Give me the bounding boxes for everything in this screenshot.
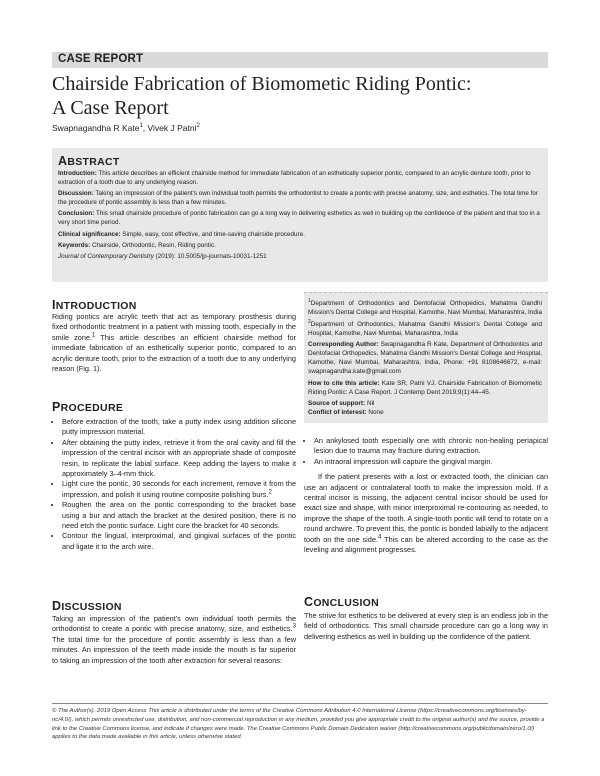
abstract-body — [58, 170, 544, 265]
procedure-step-2: • After obtaining the putty index, retrieve it from the oral cavity and fill the impression of the central incisor with an appropriate shade of composite resin, to replicate the labial surface. Keep adding the layers to make it approximately 3–4-mm thick. — [62, 438, 296, 480]
source-of-support: Source of support: Nil — [308, 400, 375, 407]
abstract-conclusion: Conclusion: This small chairside procedure of pontic fabrication can go a long way in delivering esthetics as well in building up the confidence of the patient and that too in a very short time period. — [58, 210, 540, 227]
affiliation-2: $^2$Department of Orthodontics, Mahatma Gandhi Mission's Dental College and Hospital, Kamothe, Navi Mumbai, Maharashtra, India — [308, 318, 542, 337]
footer-divider — [52, 703, 548, 704]
citation-ref: 4 — [377, 533, 382, 541]
how-to-cite: How to cite this article: Kate SR, Patni VJ. Chairside Fabrication of Biomometic Riding Pontic: A Case Report. J Contemp Dent 2019;9(1):44–45. — [308, 379, 542, 396]
author-list — [52, 123, 200, 133]
procedure-heading: PROCEDURE — [52, 400, 124, 414]
procedure-step-4: • Roughen the area on the pontic corresponding to the bracket base using a bur and attach the bracket at the desired position, there is no need etch the pontic surface. Light cure the bracket for 40 seconds. — [62, 500, 296, 531]
procedure-step-1: • Before extraction of the tooth, take a putty index using addition silicone putty impression material. — [62, 417, 296, 438]
journal-citation: Journal of Contemporary Dentistry (2019): 10.5005/jp-journals-10031-1251 — [58, 253, 267, 261]
article-title — [52, 72, 548, 120]
citation-ref: 1 — [92, 331, 96, 339]
procedure-step-3: • Light cure the pontic, 30 seconds for each increment, remove it from the impression, and polish it using routine composite polishing burs.$^2$ — [62, 479, 296, 500]
author-1-affiliation: 1 — [139, 123, 143, 130]
author-separator: , — [142, 123, 148, 133]
category-band — [52, 52, 548, 68]
conflict-of-interest: Conflict of interest: None — [308, 409, 384, 416]
author-2: Vivek J Patni — [147, 123, 197, 133]
discussion-continued — [304, 436, 548, 555]
abstract-heading: ABSTRACT — [58, 154, 120, 168]
affiliation-1: $^1$Department of Orthodontics and Dentofacial Orthopedics, Mahatma Gandhi Mission's Dental College and Hospital, Kamothe, Navi Mumbai, Maharashtra, India — [308, 297, 542, 316]
citation-ref: 3 — [292, 622, 296, 630]
abstract-introduction: Introduction: This article describes an efficient chairside method for immediate fabrication of an esthetically superior pontic, compared to an acrylic denture tooth, prior to extraction of a tooth due to any underlying reason. — [58, 170, 531, 186]
procedure-step-5: • Contour the lingual, interproximal, and gingival surfaces of the pontic and ligate it to the arch wire. — [62, 531, 296, 552]
author-2-affiliation: 2 — [196, 123, 200, 130]
procedure-list — [52, 417, 296, 552]
title-line-1: Chairside Fabrication of Biomometic Riding Pontic: — [52, 73, 472, 95]
conclusion-body: The strive for esthetics to be delivered at every step is an endless job in the field of orthodontics. This small chairside procedure can go a long way in delivering esthetics as well in building up the confidence of the patient. — [304, 611, 548, 641]
abstract-significance: Clinical significance: Simple, easy, cost effective, and time-saving chairside procedure. — [58, 230, 305, 238]
corresponding-author: Corresponding Author: Swapnagandha R Kate, Department of Orthodontics and Dentofacial Orthopedics, Mahatma Gandhi Mission's Dental College and Hospital, Kamothe, Navi Mumbai, Maharashtra, India, Phone: +91 8108646672, e-mail: swapnagandha.kate@gmail.com — [308, 341, 543, 375]
title-line-2: A Case Report — [52, 97, 169, 119]
citation-ref: 2 — [268, 488, 272, 496]
discussion-body: Taking an impression of the patient's own individual tooth permits the orthodontist to create a pontic with precise anatomy, size, and esthetics.$^3$ The total time for the procedure of pontic assembly is less than a few minutes. An impression of the teeth made inside the mouth is far superior to taking an impression of the tooth after extraction for several reasons: — [52, 614, 296, 665]
category-label: CASE REPORT — [58, 53, 144, 65]
abstract-keywords: Keywords: Chairside, Orthodontic, Resin, Riding pontic. — [58, 241, 216, 249]
affiliations-box — [304, 292, 548, 423]
author-1: Swapnagandha R Kate — [52, 123, 140, 133]
abstract-box — [52, 148, 548, 282]
reason-bullet-1: • An ankylosed tooth especially one with chronic non-healing periapical lesion due to trauma may fracture during extraction. — [314, 436, 548, 457]
introduction-heading: INTRODUCTION — [52, 298, 137, 312]
discussion-paragraph: If the patient presents with a lost or extracted tooth, the clinician can use an adjacent or contralateral tooth to make the impression mold. If a central incisor is missing, the adjacent central incisor should be used for exact size and shape, with minor interproximal re-contouring as needed, to improve the shape of the tooth. A single-tooth pontic will tend to rotate on a round archwire. To prevent this, the pontic is bonded labially to the adjacent tooth on the one side.$^4$ This can be altered according to the case as the leveling and alignment progresses. — [304, 472, 548, 555]
conclusion-heading: CONCLUSION — [304, 595, 380, 609]
discussion-heading: DISCUSSION — [52, 599, 122, 613]
introduction-body: Riding pontics are acrylic teeth that act as temporary prosthesis during fixed orthodontic treatment in a patient with missing tooth, especially in the smile zone.$^1$ This article describes an efficient chairside method for immediate fabrication of an esthetically superior pontic, compared to an acrylic denture tooth, prior to the extraction of a tooth due to any underlying reason (Fig. 1). — [52, 312, 296, 374]
abstract-discussion: Discussion: Taking an impression of the patient's own individual tooth permits the orthodontist to create a pontic with precise anatomy, size, and esthetics. The total time for the procedure of pontic assembly is less than a few minutes. — [58, 190, 539, 206]
license-footer: © The Author(s). 2019 Open Access This article is distributed under the terms of the Creative Commons Attribution 4.0 International License (https://creativecommons.org/licenses/by-nc/4.0/), which permits unrestricted use, distribution, and non-commercial reproduction in any medium, provided you give appropriate credit to the original author(s) and the source, provide a link to the Creative Commons license, and indicate if changes were made. The Creative Commons Public Domain Dedication waiver (http://creativecommons.org/publicdomain/zero/1.0/) applies to the data made available in this article, unless otherwise stated. — [52, 708, 545, 741]
reason-bullet-2: • An intraoral impression will capture the gingival margin. — [314, 457, 548, 467]
